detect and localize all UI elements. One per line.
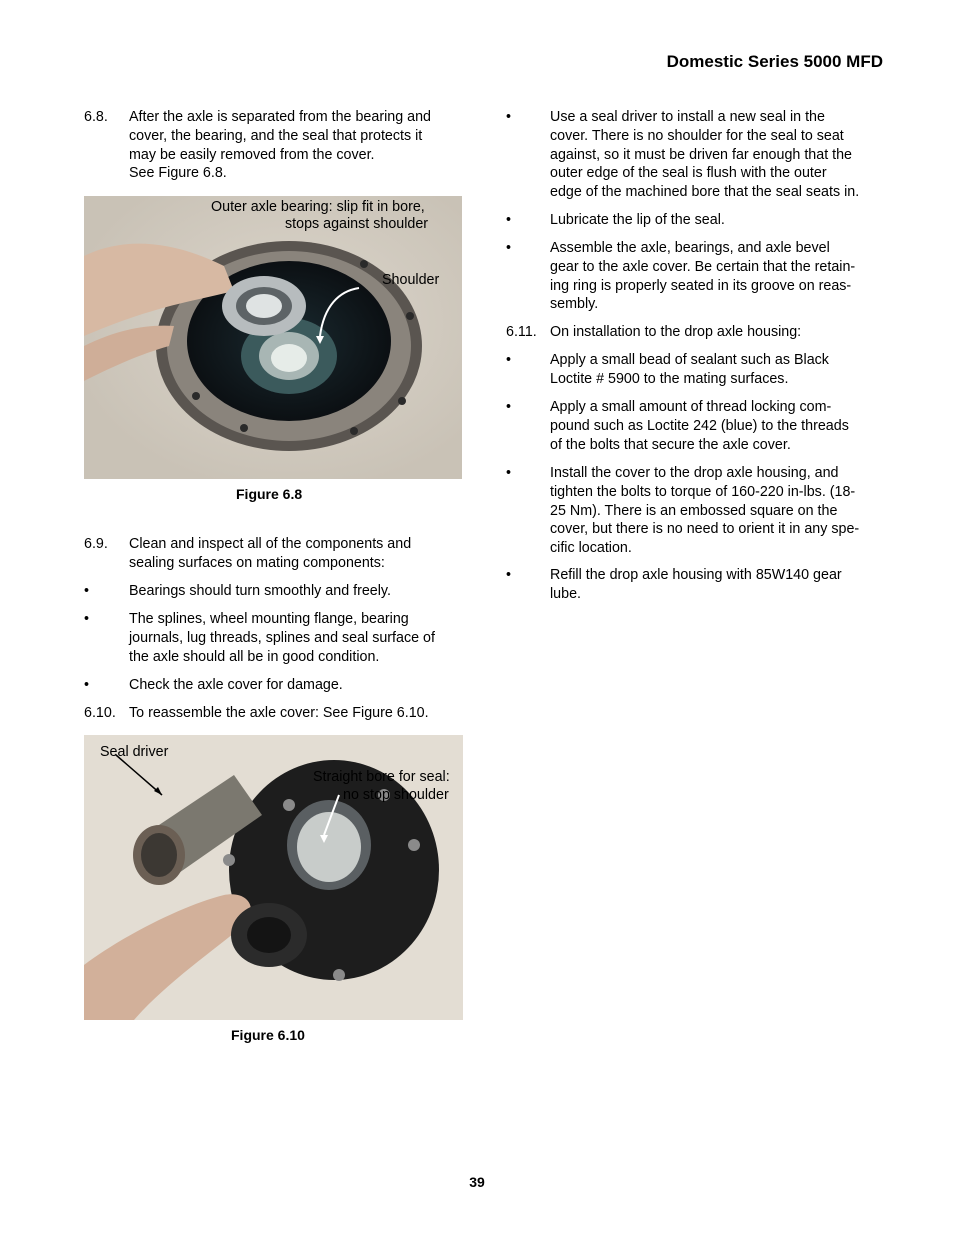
bullet-icon: • [506,352,512,368]
text-line: Loctite # 5900 to the mating surfaces. [550,370,789,387]
text-line: Apply a small bead of sealant such as Black [550,352,829,368]
text-line: cific location. [550,540,632,557]
text-line: On installation to the drop axle housing: [550,324,802,340]
text-line: Install the cover to the drop axle housing, and [550,465,839,481]
section-number: 6.11. [506,324,537,340]
text-line: Bearings should turn smoothly and freely. [129,583,391,599]
section-text [129,108,464,183]
section-text [550,323,890,342]
figure-label-shoulder-note: stops against shoulder [285,216,429,232]
figure-label-straight-bore: Straight bore for seal: [313,769,450,785]
bullet-icon: • [506,109,512,125]
section-number: 6.10. [84,705,116,721]
bullet-text [550,211,890,230]
text-line: journals, lug threads, splines and seal surface of [129,629,435,646]
text-line: cover. There is no shoulder for the seal to seat [550,127,844,144]
bullet-icon: • [506,567,512,583]
text-line: 25 Nm). There is an embossed square on the [550,502,838,519]
text-line: Assemble the axle, bearings, and axle bevel [550,240,830,256]
text-line: ing ring is properly seated in its groove on reas- [550,277,852,294]
bullet-icon: • [506,212,512,228]
text-line: lube. [550,585,582,602]
text-line: outer edge of the seal is flush with the outer [550,165,827,182]
bearing-cover-photo-graphic [84,196,462,479]
text-line: Clean and inspect all of the components and [129,536,412,552]
text-line: Check the axle cover for damage. [129,677,343,693]
figure-6-10-caption: Figure 6.10 [231,1027,305,1043]
bullet-text [550,398,890,454]
bullet-text [550,108,890,202]
text-line: may be easily removed from the cover. [129,146,375,163]
text-line: sembly. [550,296,599,313]
text-line: See Figure 6.8. [129,165,227,182]
text-line: against, so it must be driven far enough that the [550,146,853,163]
text-line: tighten the bolts to torque of 160-220 in-lbs. (18- [550,483,856,500]
text-line: the axle should all be in good condition. [129,648,380,665]
text-line: gear to the axle cover. Be certain that the retain- [550,258,856,275]
bullet-text [550,566,890,604]
bullet-icon: • [84,583,90,599]
text-line: cover, but there is no need to orient it in any spe- [550,521,860,538]
text-line: Apply a small amount of thread locking com- [550,399,832,415]
figure-6-8-photo [84,196,462,479]
bullet-text [550,239,890,314]
figure-label-shoulder: Shoulder [382,272,440,288]
text-line: Lubricate the lip of the seal. [550,212,725,228]
bullet-icon: • [84,611,90,627]
section-text [129,704,464,723]
figure-6-10-photo [84,735,463,1020]
bullet-text [550,351,890,389]
text-line: sealing surfaces on mating components: [129,554,385,571]
text-line: Refill the drop axle housing with 85W140 gear [550,567,842,583]
bullet-icon: • [84,677,90,693]
bullet-icon: • [506,465,512,481]
bullet-text [129,610,464,666]
section-number: 6.8. [84,109,108,125]
figure-label-bearing: Outer axle bearing: slip fit in bore, [211,199,425,215]
figure-6-8-caption: Figure 6.8 [236,486,303,502]
page-number: 39 [469,1174,485,1190]
page-header-title: Domestic Series 5000 MFD [666,52,883,71]
section-text [129,535,464,573]
bullet-text [550,464,890,558]
text-line: After the axle is separated from the bearing and [129,109,432,125]
bullet-text [129,676,464,695]
section-number: 6.9. [84,536,108,552]
text-line: of the bolts that secure the axle cover. [550,436,791,453]
text-line: cover, the bearing, and the seal that protects it [129,127,423,144]
bullet-text [129,582,464,601]
bullet-icon: • [506,240,512,256]
text-line: The splines, wheel mounting flange, bearing [129,611,409,627]
bullet-icon: • [506,399,512,415]
text-line: Use a seal driver to install a new seal in the [550,109,825,125]
text-line: To reassemble the axle cover: See Figure 6.10. [129,705,429,721]
text-line: edge of the machined bore that the seal seats in. [550,184,860,201]
figure-label-seal-driver: Seal driver [100,744,169,760]
text-line: pound such as Loctite 242 (blue) to the threads [550,417,849,434]
figure-label-no-stop: no stop shoulder [343,787,449,803]
